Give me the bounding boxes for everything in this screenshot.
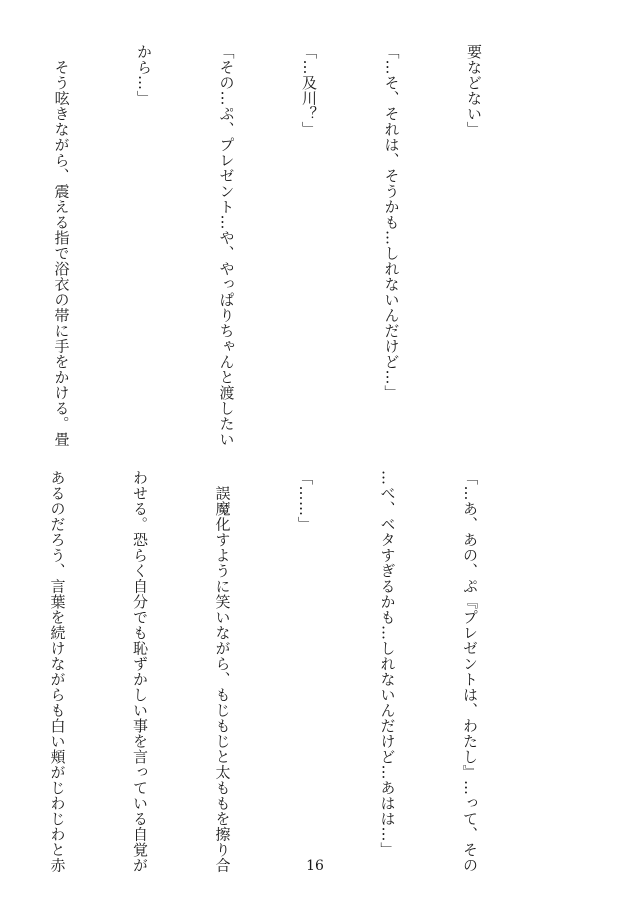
text-line: 「…及川？」 — [300, 44, 318, 137]
text-line: から…」 — [135, 44, 153, 106]
text-line: 「その…ぷ、プレゼント…や、やっぱりちゃんと渡したい — [217, 44, 236, 447]
text-line: 「…そ、それは、そうかも…しれないんだけど…」 — [382, 44, 401, 401]
text-line: あるのだろう、言葉を続けながらも白い頬がじわじわと赤 — [48, 470, 67, 873]
text-line: そう呟きながら、震える指で浴衣の帯に手をかける。畳 — [52, 44, 71, 447]
text-line: 「…あ、あの、ぷ『プレゼントは、わたし』…って、その — [461, 470, 479, 873]
text-line: 「……」 — [296, 470, 314, 532]
text-line: 要などない」 — [465, 44, 483, 137]
text-line: …べ、ベタすぎるかも…しれないんだけど…あはは…」 — [378, 470, 397, 858]
upper-text-block — [52, 44, 542, 447]
text-line: 誤魔化すように笑いながら、もじもじと太ももを擦り合 — [213, 470, 232, 873]
page-number: 16 — [306, 858, 324, 874]
text-line: わせる。恐らく自分でも恥ずかしい事を言っている自覚が — [131, 470, 149, 873]
